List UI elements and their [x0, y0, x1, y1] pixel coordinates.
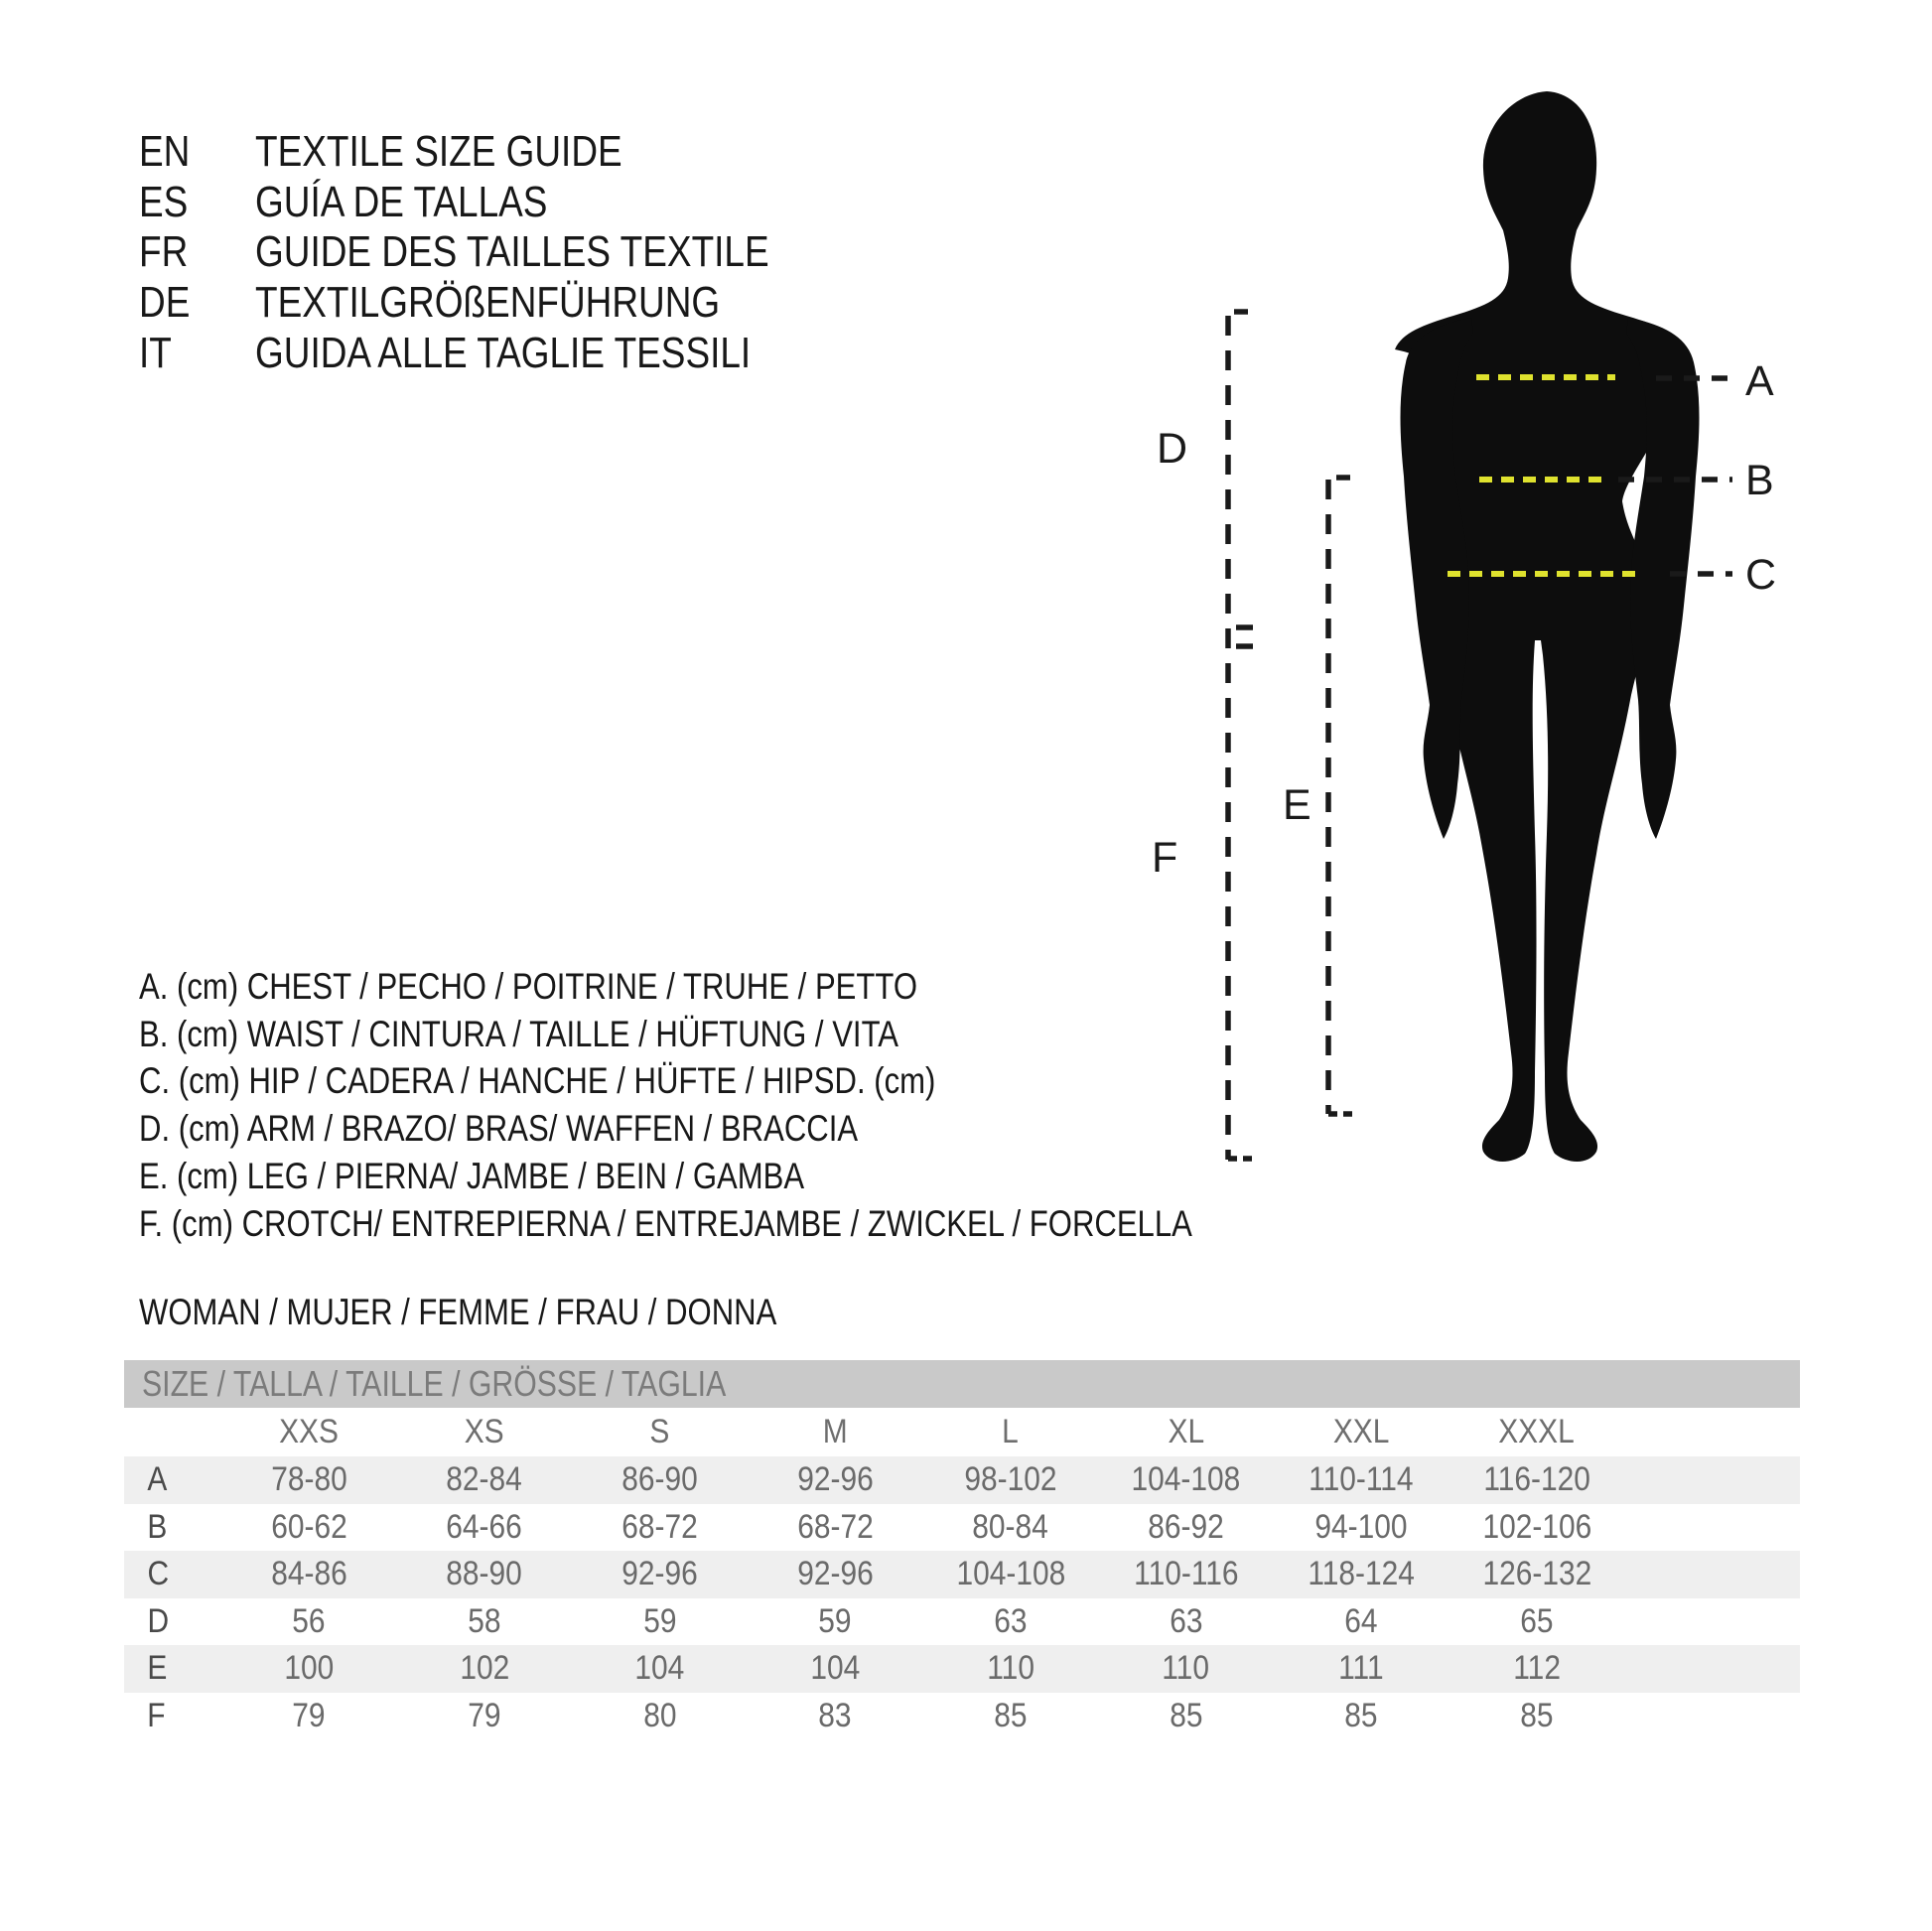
language-title: TEXTILGRÖßENFÜHRUNG	[255, 278, 721, 328]
column-header: S	[649, 1413, 670, 1450]
cell-value: 86-90	[621, 1460, 698, 1499]
spacer-cell	[124, 1408, 221, 1456]
cell-value: 58	[468, 1601, 501, 1640]
table-row-arm	[124, 1598, 1800, 1646]
cell-value: 80	[642, 1696, 677, 1734]
language-row	[139, 127, 867, 178]
cell-value: 78-80	[270, 1460, 347, 1499]
label-waist-b: B	[1745, 457, 1774, 504]
cell-value: 88-90	[446, 1555, 523, 1593]
legend-line-waist: B. (cm) WAIST / CINTURA / TAILLE / HÜFTUNG / VITA	[139, 1013, 898, 1054]
cell-value: 82-84	[446, 1460, 523, 1499]
row-label: F	[147, 1696, 166, 1734]
cell-value: 100	[284, 1649, 335, 1688]
language-title: TEXTILE SIZE GUIDE	[255, 127, 622, 177]
row-label: B	[147, 1507, 168, 1546]
language-row	[139, 328, 867, 378]
table-row-hip	[124, 1551, 1800, 1598]
language-row	[139, 227, 867, 278]
cell-value: 79	[292, 1696, 326, 1734]
column-header: XXL	[1332, 1413, 1390, 1450]
legend-line-crotch: F. (cm) CROTCH/ ENTREPIERNA / ENTREJAMBE / ZWICKEL / FORCELLA	[139, 1202, 1192, 1244]
language-title: GUIDA ALLE TAGLIE TESSILI	[255, 328, 752, 377]
cell-value: 65	[1520, 1601, 1554, 1640]
cell-value: 85	[1169, 1696, 1203, 1734]
spacer-cell	[1624, 1551, 1800, 1598]
size-table-section	[124, 1360, 1800, 1739]
label-arm-d: D	[1157, 425, 1188, 473]
cell-value: 68-72	[796, 1507, 874, 1546]
cell-value: 92-96	[621, 1555, 698, 1593]
row-label: A	[147, 1460, 168, 1499]
legend-line-chest: A. (cm) CHEST / PECHO / POITRINE / TRUHE / PETTO	[139, 965, 918, 1007]
label-leg-e: E	[1283, 781, 1311, 829]
legend-line-arm: D. (cm) ARM / BRAZO/ BRAS/ WAFFEN / BRACCIA	[139, 1108, 859, 1150]
legend-line-leg: E. (cm) LEG / PIERNA/ JAMBE / BEIN / GAMBA	[139, 1156, 805, 1197]
language-row	[139, 278, 867, 329]
cell-value: 92-96	[796, 1555, 874, 1593]
cell-value: 83	[818, 1696, 852, 1734]
cell-value: 110-116	[1133, 1555, 1239, 1593]
label-crotch-f: F	[1152, 834, 1178, 882]
language-code: FR	[139, 227, 189, 277]
spacer-cell	[1624, 1693, 1800, 1740]
column-header: L	[1002, 1413, 1020, 1450]
cell-value: 64	[1344, 1601, 1378, 1640]
cell-value: 102-106	[1482, 1507, 1591, 1546]
cell-value: 79	[468, 1696, 501, 1734]
column-header: M	[822, 1413, 848, 1450]
spacer-cell	[1624, 1456, 1800, 1504]
row-label: D	[147, 1601, 170, 1640]
cell-value: 98-102	[964, 1460, 1057, 1499]
spacer-cell	[1624, 1645, 1800, 1693]
cell-value: 126-132	[1482, 1555, 1591, 1593]
cell-value: 86-92	[1148, 1507, 1224, 1546]
cell-value: 111	[1338, 1649, 1384, 1688]
cell-value: 59	[818, 1601, 852, 1640]
size-table-header-bar: SIZE / TALLA / TAILLE / GRÖSSE / TAGLIA	[142, 1363, 727, 1404]
column-header: XS	[464, 1413, 504, 1450]
cell-value: 92-96	[796, 1460, 874, 1499]
language-code: EN	[139, 127, 191, 177]
table-row-leg	[124, 1645, 1800, 1693]
cell-value: 85	[994, 1696, 1028, 1734]
table-row-chest	[124, 1456, 1800, 1504]
cell-value: 102	[459, 1649, 509, 1688]
column-header: XL	[1168, 1413, 1204, 1450]
size-table	[124, 1408, 1800, 1739]
cell-value: 56	[292, 1601, 326, 1640]
cell-value: 64-66	[446, 1507, 523, 1546]
cell-value: 110-114	[1309, 1460, 1414, 1499]
cell-value: 104	[634, 1649, 685, 1688]
language-title-block	[139, 127, 867, 378]
measurement-legend	[139, 963, 1393, 1248]
row-label: E	[147, 1649, 168, 1688]
table-row-waist	[124, 1504, 1800, 1552]
spacer-cell	[1624, 1598, 1800, 1646]
cell-value: 60-62	[270, 1507, 347, 1546]
cell-value: 118-124	[1308, 1555, 1416, 1593]
spacer-cell	[1624, 1408, 1800, 1456]
language-code: ES	[139, 177, 189, 226]
cell-value: 80-84	[972, 1507, 1049, 1546]
cell-value: 59	[642, 1601, 677, 1640]
cell-value: 85	[1344, 1696, 1378, 1734]
label-hip-c: C	[1745, 551, 1777, 599]
language-code: IT	[139, 328, 172, 377]
column-header: XXXL	[1498, 1413, 1576, 1450]
cell-value: 94-100	[1314, 1507, 1408, 1546]
cell-value: 63	[1169, 1601, 1203, 1640]
cell-value: 84-86	[270, 1555, 347, 1593]
size-header-row	[124, 1408, 1800, 1456]
column-header: XXS	[279, 1413, 340, 1450]
legend-line-hip: C. (cm) HIP / CADERA / HANCHE / HÜFTE / HIPSD. (cm)	[139, 1060, 936, 1102]
language-row	[139, 178, 867, 228]
cell-value: 110	[1162, 1649, 1210, 1688]
language-code: DE	[139, 278, 191, 328]
cell-value: 104-108	[1131, 1460, 1241, 1499]
cell-value: 63	[994, 1601, 1028, 1640]
cell-value: 104-108	[956, 1555, 1065, 1593]
cell-value: 110	[987, 1649, 1035, 1688]
cell-value: 104	[810, 1649, 861, 1688]
row-label: C	[147, 1555, 170, 1593]
cell-value: 85	[1520, 1696, 1554, 1734]
table-row-crotch	[124, 1693, 1800, 1740]
cell-value: 68-72	[621, 1507, 698, 1546]
gender-title: WOMAN / MUJER / FEMME / FRAU / DONNA	[139, 1292, 777, 1332]
cell-value: 116-120	[1483, 1460, 1590, 1499]
language-title: GUIDE DES TAILLES TEXTILE	[255, 227, 769, 277]
language-title: GUÍA DE TALLAS	[255, 177, 548, 226]
cell-value: 112	[1513, 1649, 1561, 1688]
spacer-cell	[1624, 1504, 1800, 1552]
label-chest-a: A	[1745, 357, 1774, 405]
